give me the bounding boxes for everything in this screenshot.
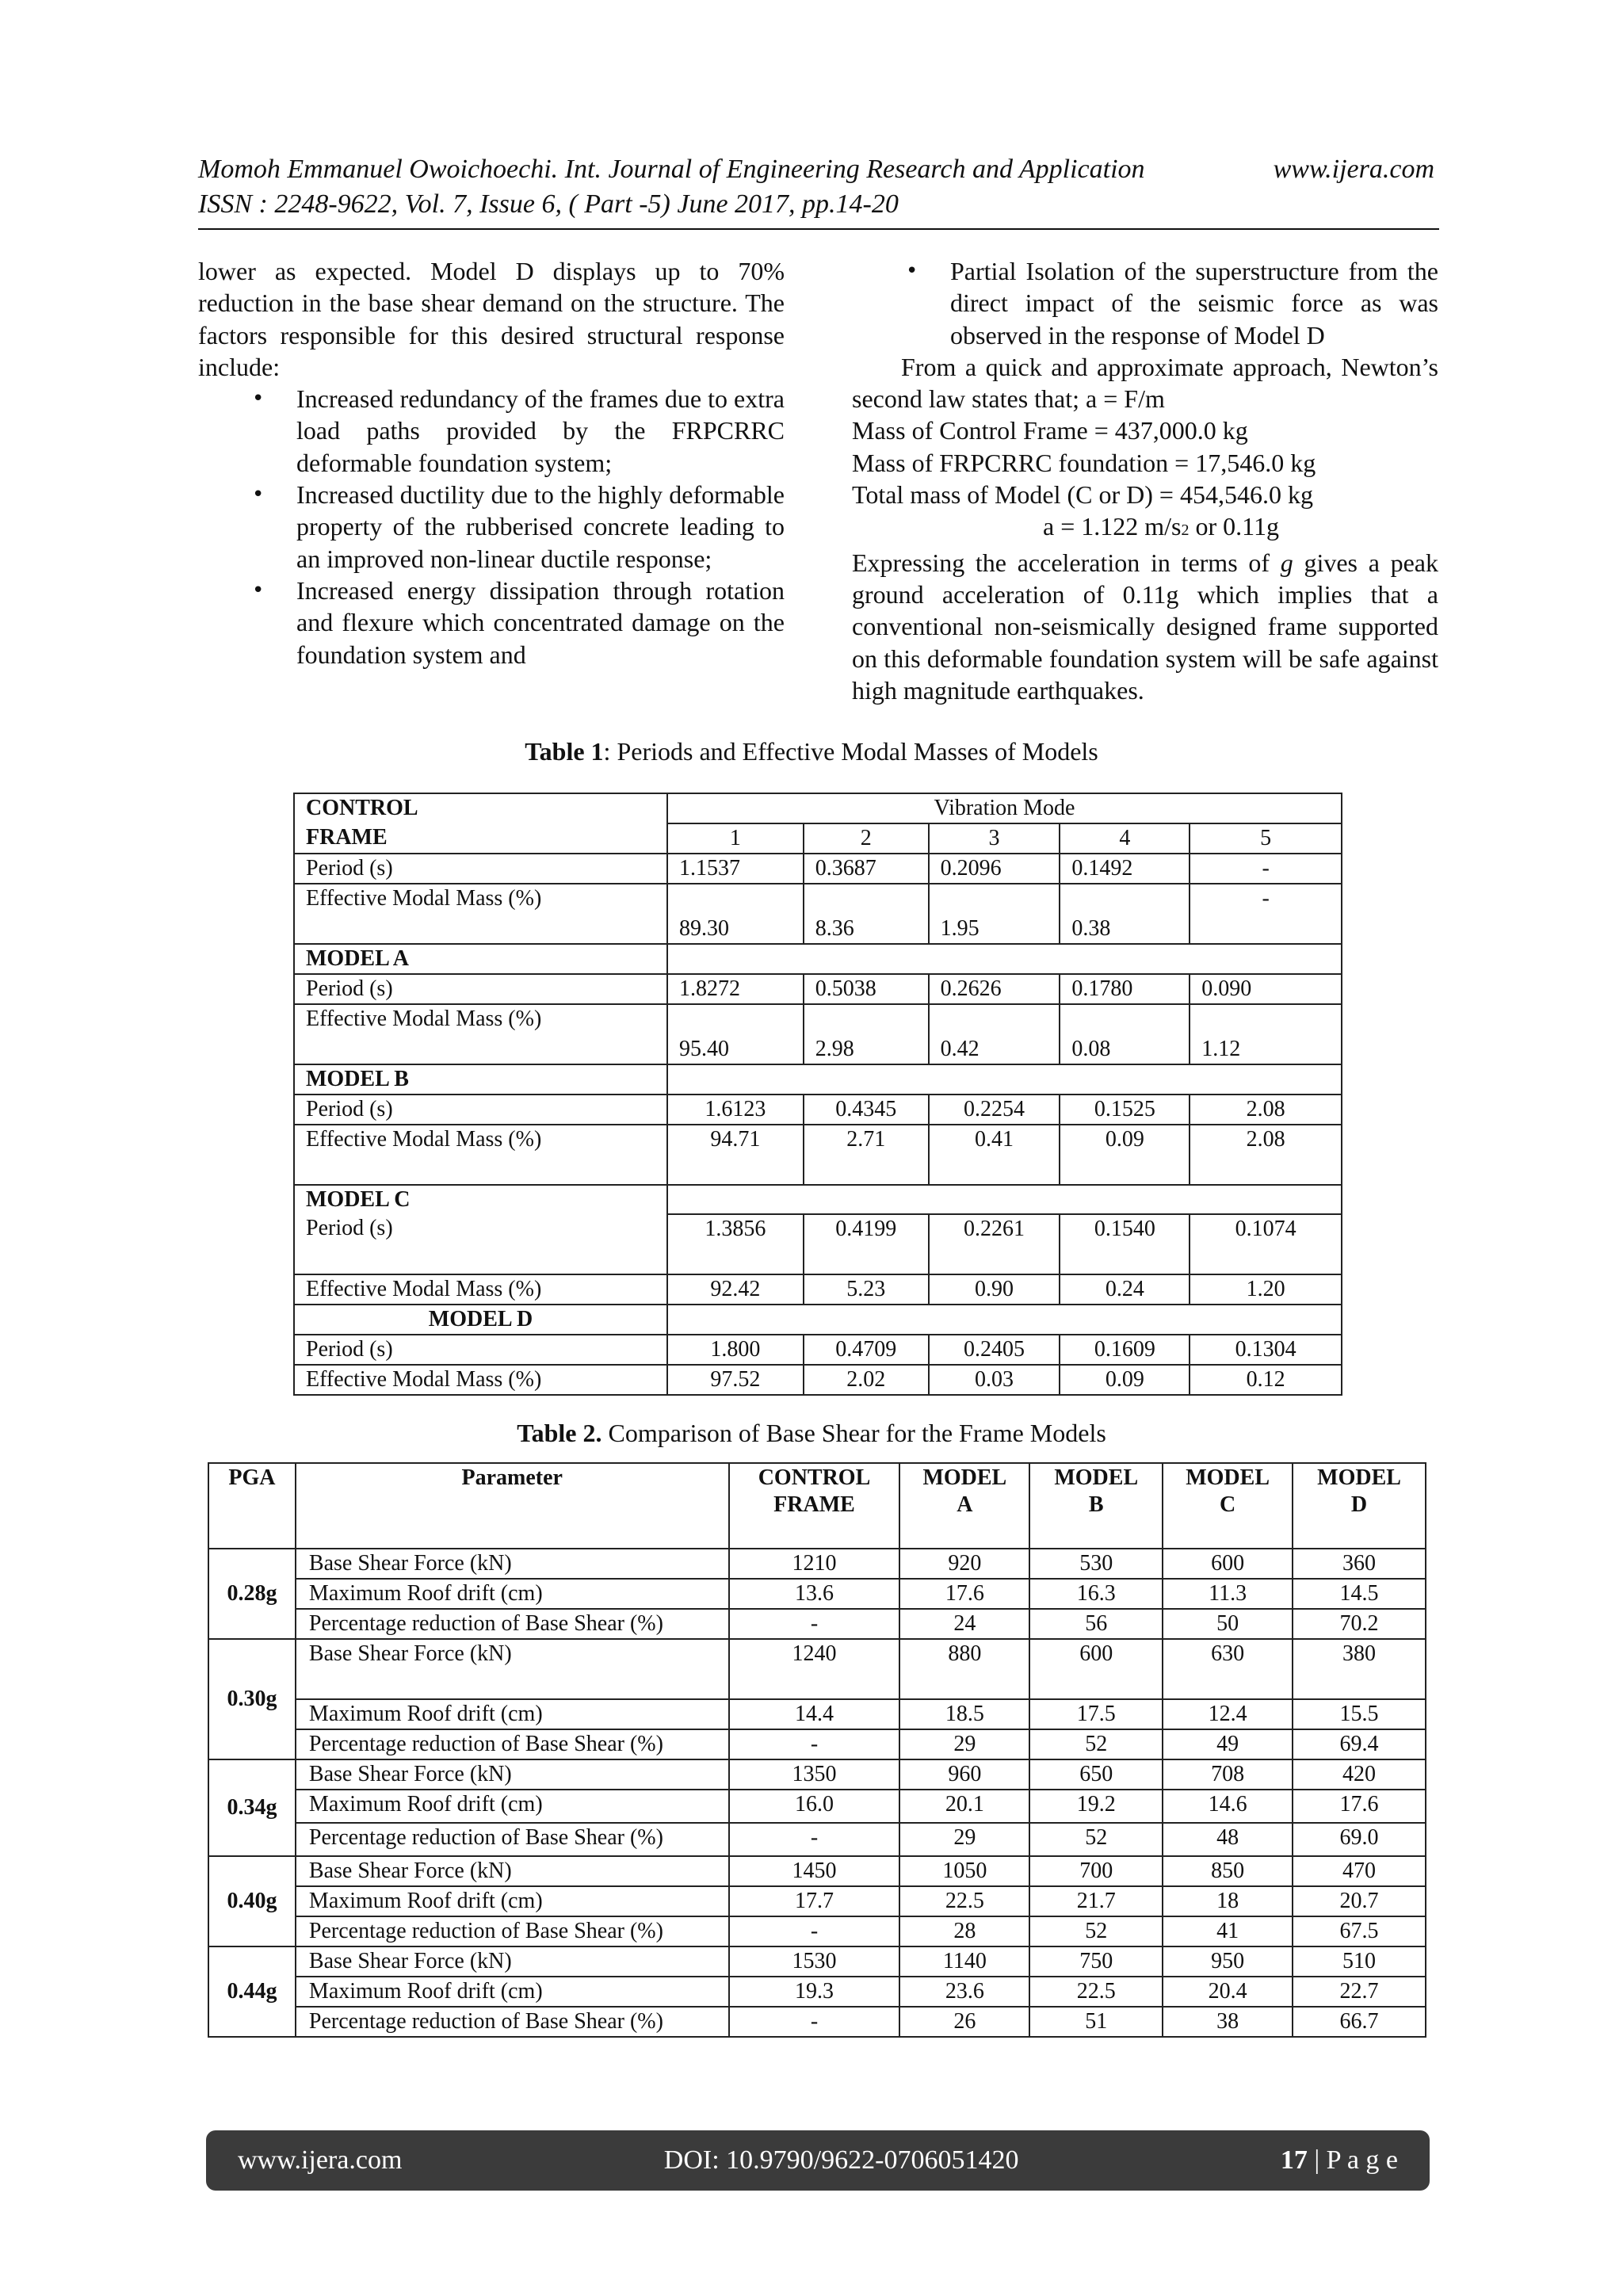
model-a-header: MODEL A [899, 1463, 1029, 1549]
mode-header: 1 [667, 823, 804, 854]
table-row: Period (s) 1.8272 0.5038 0.2626 0.1780 0.090 [294, 974, 1342, 1004]
table2-header-row [208, 1463, 1426, 1549]
control-frame-label-2: FRAME [294, 823, 667, 854]
page-number: 17 | P a g e [1280, 2145, 1398, 2175]
pga-conclusion-paragraph: Expressing the acceleration in terms of g gives a peak ground acceleration of 0.11g which implies that a conventional non-seismically designed frame supported on this deformable foundation system will be safe against high magnitude earthquakes. [852, 548, 1439, 705]
factor-list-continued [852, 255, 1438, 351]
table-row: Percentage reduction of Base Shear (%) - 29 52 49 69.4 [208, 1729, 1426, 1759]
vibration-mode-header: Vibration Mode [667, 793, 1342, 823]
table-row: Effective Modal Mass (%) 92.42 5.23 0.90 0.24 1.20 [294, 1274, 1342, 1305]
table-row: Maximum Roof drift (cm) 16.0 20.1 19.2 14.6 17.6 [208, 1790, 1426, 1823]
journal-citation: Momoh Emmanuel Owoichoechi. Int. Journal of Engineering Research and Application [198, 155, 1145, 184]
factor-list [198, 383, 785, 670]
table-row: Period (s) 1.1537 0.3687 0.2096 0.1492 - [294, 854, 1342, 884]
table-row: Effective Modal Mass (%) 94.71 2.71 0.41 0.09 2.08 [294, 1125, 1342, 1185]
pga-value: 0.34g [208, 1759, 296, 1856]
periods-modal-masses-table [293, 793, 1342, 1396]
table-row: 0.34g Base Shear Force (kN) 1350 960 650 708 420 [208, 1759, 1426, 1790]
mass-foundation-line: Mass of FRPCRRC foundation = 17,546.0 kg [852, 448, 1316, 477]
model-heading-row: MODEL C [294, 1185, 1342, 1214]
mode-header: 4 [1060, 823, 1190, 854]
list-item: • Increased energy dissipation through rotation and flexure which concentrated damage on the foundation system and [198, 575, 785, 670]
control-frame-label: CONTROL [294, 793, 667, 823]
list-item: • Partial Isolation of the superstructure from the direct impact of the seismic force as was observed in the response of Model D [852, 255, 1438, 351]
table-row: Percentage reduction of Base Shear (%) - 24 56 50 70.2 [208, 1609, 1426, 1639]
model-b-header: MODEL B [1029, 1463, 1163, 1549]
table-row: Period (s) 1.800 0.4709 0.2405 0.1609 0.1304 [294, 1335, 1342, 1365]
mode-header: 5 [1190, 823, 1342, 854]
page-footer [206, 2130, 1430, 2191]
base-shear-comparison-table [208, 1462, 1426, 2038]
pga-value: 0.30g [208, 1639, 296, 1759]
table-row: Maximum Roof drift (cm) 13.6 17.6 16.3 11.3 14.5 [208, 1579, 1426, 1609]
table-row: Effective Modal Mass (%) 89.30 8.36 1.95 0.38 - [294, 884, 1342, 944]
pga-header: PGA [208, 1463, 296, 1549]
mass-total-line: Total mass of Model (C or D) = 454,546.0 kg [852, 480, 1313, 510]
model-d-header: MODEL D [1293, 1463, 1426, 1549]
parameter-header: Parameter [296, 1463, 729, 1549]
right-column [852, 255, 1438, 706]
table-row: 0.40g Base Shear Force (kN) 1450 1050 700 850 470 [208, 1856, 1426, 1886]
header-rule [198, 228, 1439, 230]
list-item: • Increased ductility due to the highly deformable property of the rubberised concrete leading to an improved non-linear ductile response; [198, 479, 785, 575]
table-row: Maximum Roof drift (cm) 14.4 18.5 17.5 12.4 15.5 [208, 1699, 1426, 1729]
pga-value: 0.40g [208, 1856, 296, 1946]
table-row: Percentage reduction of Base Shear (%) - 28 52 41 67.5 [208, 1916, 1426, 1946]
issn-line: ISSN : 2248-9622, Vol. 7, Issue 6, ( Part -5) June 2017, pp.14-20 [198, 189, 899, 219]
model-c-header: MODEL C [1163, 1463, 1293, 1549]
model-heading-row: MODEL A [294, 944, 1342, 974]
table-row: Effective Modal Mass (%) 95.40 2.98 0.42 0.08 1.12 [294, 1004, 1342, 1064]
table1-caption: Table 1: Periods and Effective Modal Masses of Models [525, 737, 1098, 766]
newton-paragraph: From a quick and approximate approach, Newton’s second law states that; a = F/m [852, 352, 1438, 414]
table-row: 0.28g Base Shear Force (kN) 1210 920 530 600 360 [208, 1549, 1426, 1579]
journal-website[interactable]: www.ijera.com [1273, 155, 1434, 184]
control-frame-header: CONTROL FRAME [729, 1463, 900, 1549]
footer-doi: DOI: 10.9790/9622-0706051420 [663, 2145, 1019, 2175]
table-row: Percentage reduction of Base Shear (%) - 29 52 48 69.0 [208, 1823, 1426, 1856]
table-row: Maximum Roof drift (cm) 19.3 23.6 22.5 20.4 22.7 [208, 1977, 1426, 2007]
model-heading-row: MODEL B [294, 1064, 1342, 1095]
table2-caption: Table 2. Comparison of Base Shear for the Frame Models [517, 1419, 1106, 1447]
running-header [198, 152, 1434, 222]
table-row: Effective Modal Mass (%) 97.52 2.02 0.03 0.09 0.12 [294, 1365, 1342, 1395]
acceleration-equation: a = 1.122 m/s2 or 0.11g [1043, 512, 1279, 541]
table-row: 0.44g Base Shear Force (kN) 1530 1140 750 950 510 [208, 1946, 1426, 1977]
footer-website-link[interactable]: www.ijera.com [238, 2145, 403, 2175]
table-row: Period (s) 1.3856 0.4199 0.2261 0.1540 0.1074 [294, 1214, 1342, 1274]
list-item: • Increased redundancy of the frames due to extra load paths provided by the FRPCRRC deformable foundation system; [198, 383, 785, 479]
left-column [198, 255, 785, 670]
table-row: Period (s) 1.6123 0.4345 0.2254 0.1525 2.08 [294, 1095, 1342, 1125]
table-row: 0.30g Base Shear Force (kN) 1240 880 600 630 380 [208, 1639, 1426, 1699]
left-intro-paragraph: lower as expected. Model D displays up to 70% reduction in the base shear demand on the structure. The factors responsible for this desired structural response include: [198, 257, 785, 381]
pga-value: 0.28g [208, 1549, 296, 1639]
pga-value: 0.44g [208, 1946, 296, 2037]
table-row: Percentage reduction of Base Shear (%) - 26 51 38 66.7 [208, 2007, 1426, 2037]
mass-control-line: Mass of Control Frame = 437,000.0 kg [852, 416, 1248, 445]
mode-header: 2 [804, 823, 929, 854]
table-row: Maximum Roof drift (cm) 17.7 22.5 21.7 18 20.7 [208, 1886, 1426, 1916]
model-heading-row: MODEL D [294, 1305, 1342, 1335]
mode-header: 3 [929, 823, 1060, 854]
